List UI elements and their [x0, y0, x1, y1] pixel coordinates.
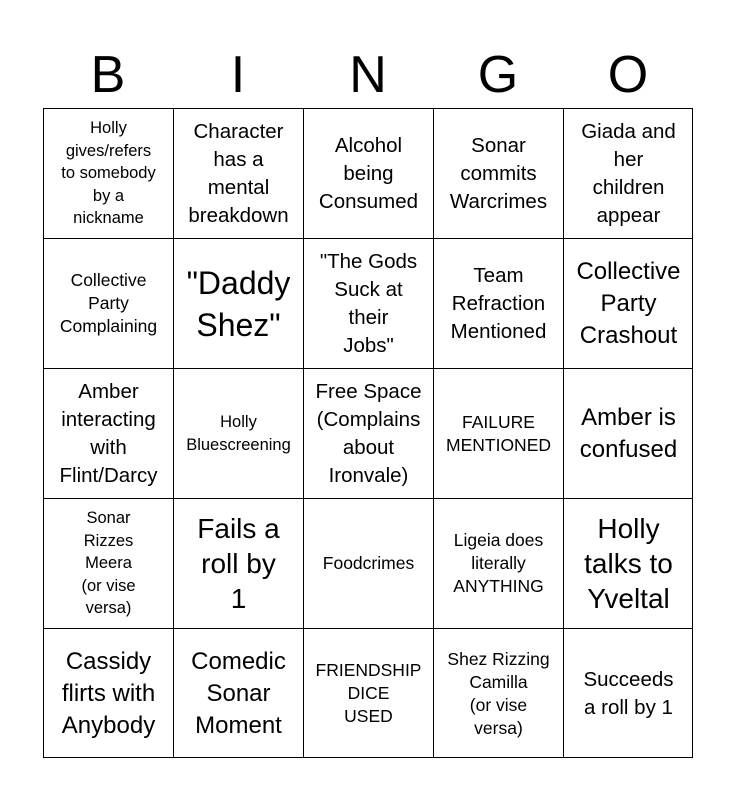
bingo-cell[interactable]: [433, 498, 563, 628]
cell-text: "Daddy Shez": [186, 264, 291, 343]
cell-text: Amber is confused: [579, 403, 678, 463]
bingo-cell[interactable]: [303, 628, 433, 758]
header-letter-o: O: [607, 46, 649, 104]
bingo-cell[interactable]: [173, 238, 303, 368]
cell-text: Cassidy flirts with Anybody: [61, 647, 156, 739]
cell-text: Holly Bluescreening: [186, 413, 291, 454]
bingo-cell[interactable]: [563, 238, 693, 368]
bingo-cell[interactable]: [43, 498, 173, 628]
bingo-cell[interactable]: [173, 368, 303, 498]
cell-text: Collective Party Complaining: [59, 270, 158, 336]
header-letter-i: I: [230, 46, 246, 104]
cell-text: Giada and her children appear: [581, 119, 676, 227]
cell-text: Ligeia does literally ANYTHING: [453, 530, 544, 596]
bingo-cell[interactable]: [563, 108, 693, 238]
bingo-cell[interactable]: [433, 108, 563, 238]
cell-text: FAILURE MENTIONED: [446, 411, 551, 455]
cell-text: Holly gives/refers to somebody by a nickname: [61, 119, 156, 228]
bingo-grid: [43, 108, 693, 758]
cell-text: Shez Rizzing Camilla (or vise versa): [447, 648, 550, 738]
cell-text: Sonar commits Warcrimes: [449, 133, 548, 213]
cell-text: Free Space (Complains about Ironvale): [315, 379, 422, 487]
cell-text: Sonar Rizzes Meera (or vise versa): [81, 509, 136, 618]
bingo-cell[interactable]: [303, 498, 433, 628]
header-letter-n: N: [349, 46, 387, 104]
bingo-cell[interactable]: [303, 238, 433, 368]
bingo-cell[interactable]: [173, 498, 303, 628]
bingo-cell[interactable]: [303, 108, 433, 238]
bingo-cell[interactable]: [563, 628, 693, 758]
cell-text: FRIENDSHIP DICE USED: [315, 660, 422, 726]
cell-text: Foodcrimes: [322, 553, 415, 573]
bingo-cell[interactable]: [433, 368, 563, 498]
cell-text: Alcohol being Consumed: [318, 133, 419, 213]
cell-text: Amber interacting with Flint/Darcy: [59, 379, 158, 487]
cell-text: "The Gods Suck at their Jobs": [319, 249, 418, 357]
bingo-cell[interactable]: [173, 628, 303, 758]
header-letter-b: B: [90, 46, 126, 104]
bingo-header: [43, 42, 693, 108]
header-letter-g: G: [477, 46, 519, 104]
cell-text: Fails a roll by 1: [197, 513, 280, 614]
bingo-cell[interactable]: [173, 108, 303, 238]
bingo-cell[interactable]: [303, 368, 433, 498]
cell-text: Holly talks to Yveltal: [584, 513, 673, 614]
cell-text: Character has a mental breakdown: [188, 119, 289, 227]
cell-text: Collective Party Crashout: [576, 257, 681, 349]
cell-text: Succeeds a roll by 1: [583, 667, 674, 719]
bingo-cell[interactable]: [433, 628, 563, 758]
bingo-cell[interactable]: [43, 368, 173, 498]
cell-text: Comedic Sonar Moment: [191, 647, 286, 739]
bingo-cell[interactable]: [43, 108, 173, 238]
bingo-cell[interactable]: [43, 238, 173, 368]
bingo-cell[interactable]: [563, 368, 693, 498]
cell-text: Team Refraction Mentioned: [450, 263, 547, 343]
bingo-cell[interactable]: [43, 628, 173, 758]
bingo-cell[interactable]: [433, 238, 563, 368]
bingo-cell[interactable]: [563, 498, 693, 628]
